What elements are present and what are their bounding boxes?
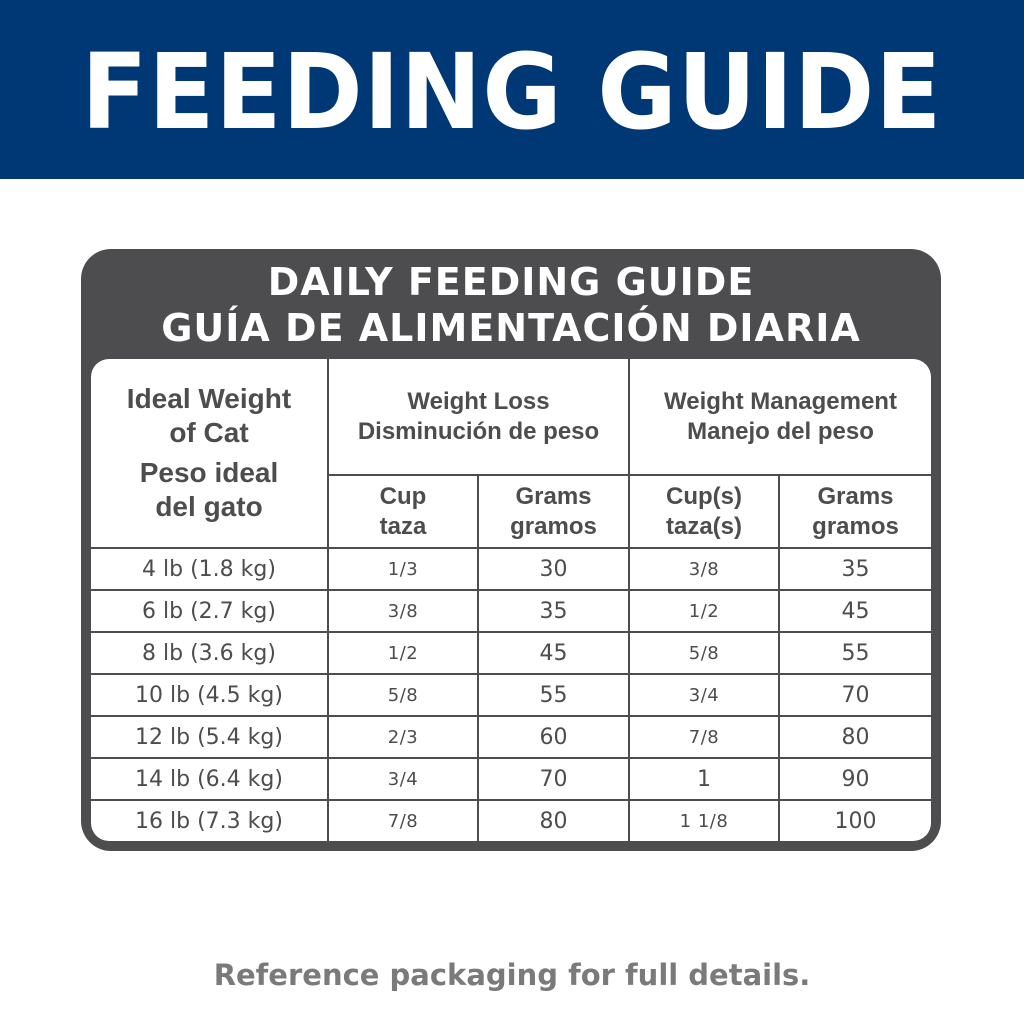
cat-weight-cell: 14 lb (6.4 kg): [91, 758, 328, 800]
mgmt-cup-header-es: taza(s): [665, 512, 743, 540]
loss-cup-cell: 7/8: [328, 800, 478, 841]
weight-loss-header: [328, 359, 629, 475]
mgmt-cup-header: [629, 475, 779, 548]
mgmt-grams-header: [779, 475, 931, 548]
mgmt-grams-cell: 35: [779, 548, 931, 590]
loss-cup-header-es: taza: [379, 512, 427, 540]
mgmt-cup-cell: 3/8: [629, 548, 779, 590]
table-row: [91, 674, 931, 716]
mgmt-grams-cell: 80: [779, 716, 931, 758]
loss-cup-cell: 3/4: [328, 758, 478, 800]
feeding-guide-card: [81, 249, 941, 851]
card-title-spanish: GUÍA DE ALIMENTACIÓN DIARIA: [161, 306, 861, 350]
cat-weight-cell: 10 lb (4.5 kg): [91, 674, 328, 716]
loss-grams-header-es: gramos: [510, 512, 597, 540]
feeding-table: [91, 359, 931, 841]
weight-loss-header-en: Weight Loss: [407, 387, 550, 415]
mgmt-grams-cell: 70: [779, 674, 931, 716]
cat-weight-cell: 12 lb (5.4 kg): [91, 716, 328, 758]
loss-cup-header: [328, 475, 478, 548]
mgmt-cup-cell: 1/2: [629, 590, 779, 632]
weight-header-en-2: of Cat: [169, 417, 249, 448]
mgmt-grams-cell: 45: [779, 590, 931, 632]
cat-weight-cell: 6 lb (2.7 kg): [91, 590, 328, 632]
weight-loss-header-es: Disminución de peso: [357, 417, 600, 445]
loss-grams-cell: 70: [478, 758, 629, 800]
cat-weight-cell: 8 lb (3.6 kg): [91, 632, 328, 674]
table-row: [91, 548, 931, 590]
footer-note: Reference packaging for full details.: [213, 958, 811, 992]
table-row: [91, 632, 931, 674]
mgmt-grams-cell: 100: [779, 800, 931, 841]
card-title-english: DAILY FEEDING GUIDE: [267, 260, 755, 304]
loss-grams-cell: 30: [478, 548, 629, 590]
loss-cup-cell: 3/8: [328, 590, 478, 632]
loss-grams-cell: 45: [478, 632, 629, 674]
weight-column-header: [91, 359, 328, 548]
mgmt-grams-header-es: gramos: [812, 512, 899, 540]
table-row: [91, 716, 931, 758]
page-title: FEEDING GUIDE: [81, 30, 943, 153]
weight-management-header-es: Manejo del peso: [687, 417, 874, 445]
header-banner: [0, 0, 1024, 179]
mgmt-cup-cell: 7/8: [629, 716, 779, 758]
loss-grams-cell: 80: [478, 800, 629, 841]
mgmt-cup-header-en: Cup(s): [666, 482, 742, 510]
loss-cup-header-en: Cup: [379, 482, 427, 510]
loss-grams-header-en: Grams: [515, 482, 592, 510]
weight-management-header-en: Weight Management: [664, 387, 897, 415]
mgmt-cup-cell: 1 1/8: [629, 800, 779, 841]
cat-weight-cell: 4 lb (1.8 kg): [91, 548, 328, 590]
mgmt-grams-header-en: Grams: [817, 482, 894, 510]
table-row: [91, 800, 931, 841]
mgmt-grams-cell: 90: [779, 758, 931, 800]
mgmt-grams-cell: 55: [779, 632, 931, 674]
mgmt-cup-cell: 5/8: [629, 632, 779, 674]
table-row: [91, 590, 931, 632]
cat-weight-cell: 16 lb (7.3 kg): [91, 800, 328, 841]
loss-cup-cell: 5/8: [328, 674, 478, 716]
loss-grams-header: [478, 475, 629, 548]
loss-cup-cell: 1/3: [328, 548, 478, 590]
table-row: [91, 758, 931, 800]
loss-cup-cell: 1/2: [328, 632, 478, 674]
loss-grams-cell: 55: [478, 674, 629, 716]
loss-grams-cell: 60: [478, 716, 629, 758]
weight-management-header: [629, 359, 931, 475]
weight-header-en-1: Ideal Weight: [126, 383, 292, 414]
mgmt-cup-cell: 1: [629, 758, 779, 800]
loss-grams-cell: 35: [478, 590, 629, 632]
card-title: [81, 259, 941, 351]
weight-header-es-2: del gato: [155, 491, 263, 522]
feeding-table-panel: [91, 359, 931, 841]
loss-cup-cell: 2/3: [328, 716, 478, 758]
mgmt-cup-cell: 3/4: [629, 674, 779, 716]
weight-header-es-1: Peso ideal: [139, 457, 279, 488]
